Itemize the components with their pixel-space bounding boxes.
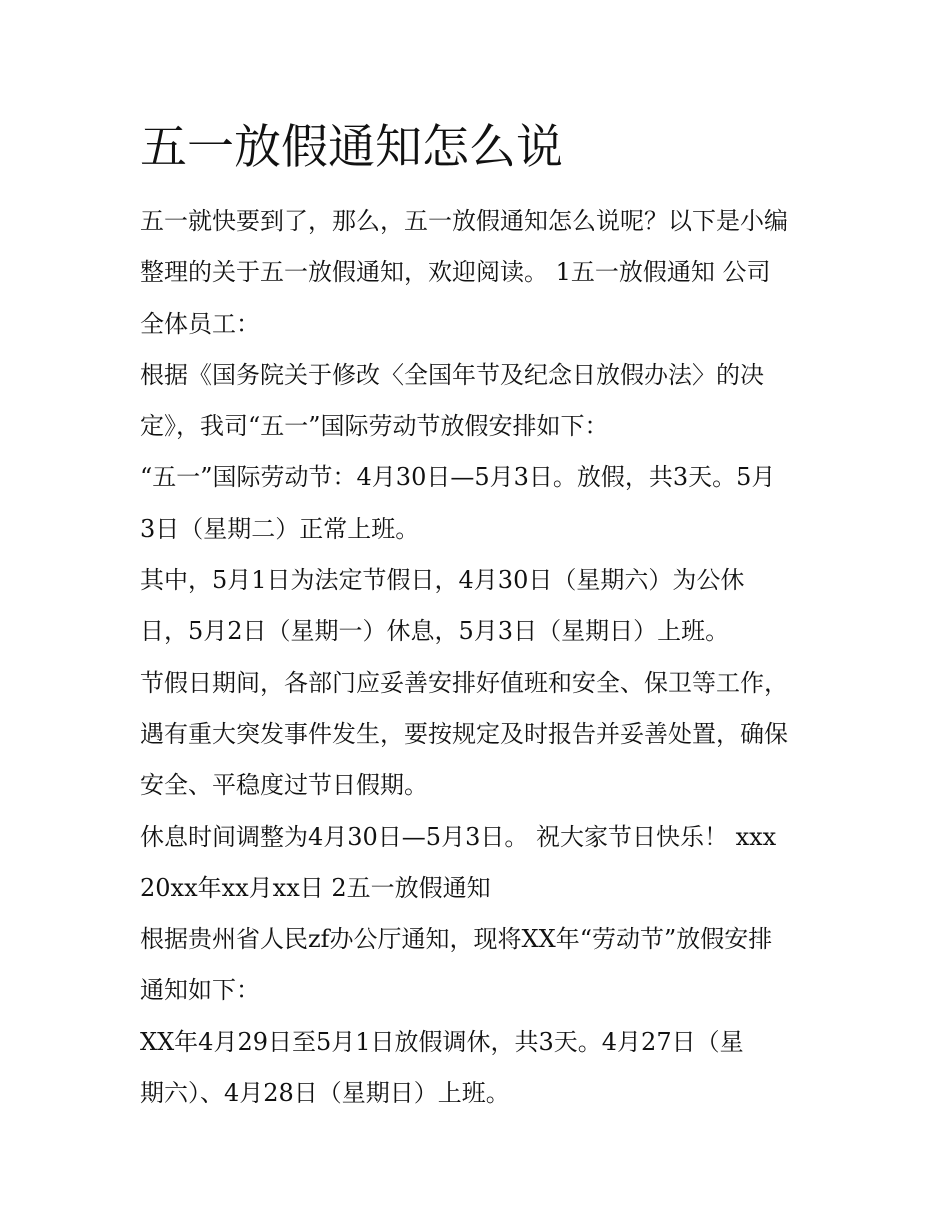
body-line: 全体员工： — [140, 309, 260, 338]
body-line: 休息时间调整为4月30日—5月3日。 祝大家节日快乐！ xxx — [140, 822, 777, 851]
body-line: 根据贵州省人民zf办公厅通知，现将XX年“劳动节”放假安排 — [140, 925, 773, 954]
body-line: 其中，5月1日为法定节假日，4月30日（星期六）为公休 — [140, 566, 745, 595]
body-line: 3日（星期二）正常上班。 — [140, 514, 420, 543]
body-line: 定》，我司“五一”国际劳动节放假安排如下： — [140, 412, 609, 441]
body-line: 遇有重大突发事件发生，要按规定及时报告并妥善处置，确保 — [140, 719, 788, 748]
body-line: 日，5月2日（星期一）休息，5月3日（星期日）上班。 — [140, 617, 730, 646]
body-line: 节假日期间，各部门应妥善安排好值班和安全、保卫等工作， — [140, 668, 788, 697]
document-body — [140, 196, 830, 1119]
body-line: 根据《国务院关于修改〈全国年节及纪念日放假办法〉的决 — [140, 360, 764, 389]
body-line: 通知如下： — [140, 976, 260, 1005]
body-line: 20xx年xx月xx日 2五一放假通知 — [140, 873, 491, 902]
body-line: 期六）、4月28日（星期日）上班。 — [140, 1079, 510, 1108]
body-line: 五一就快要到了，那么，五一放假通知怎么说呢？以下是小编 — [140, 207, 788, 235]
body-line: “五一”国际劳动节：4月30日—5月3日。放假，共3天。5月 — [140, 463, 776, 492]
body-line: 整理的关于五一放假通知，欢迎阅读。 1五一放假通知 公司 — [140, 258, 771, 287]
body-line: 安全、平稳度过节日假期。 — [140, 771, 428, 800]
document-title: 五一放假通知怎么说 — [140, 120, 563, 175]
body-line: XX年4月29日至5月1日放假调休，共3天。4月27日（星 — [140, 1027, 744, 1056]
